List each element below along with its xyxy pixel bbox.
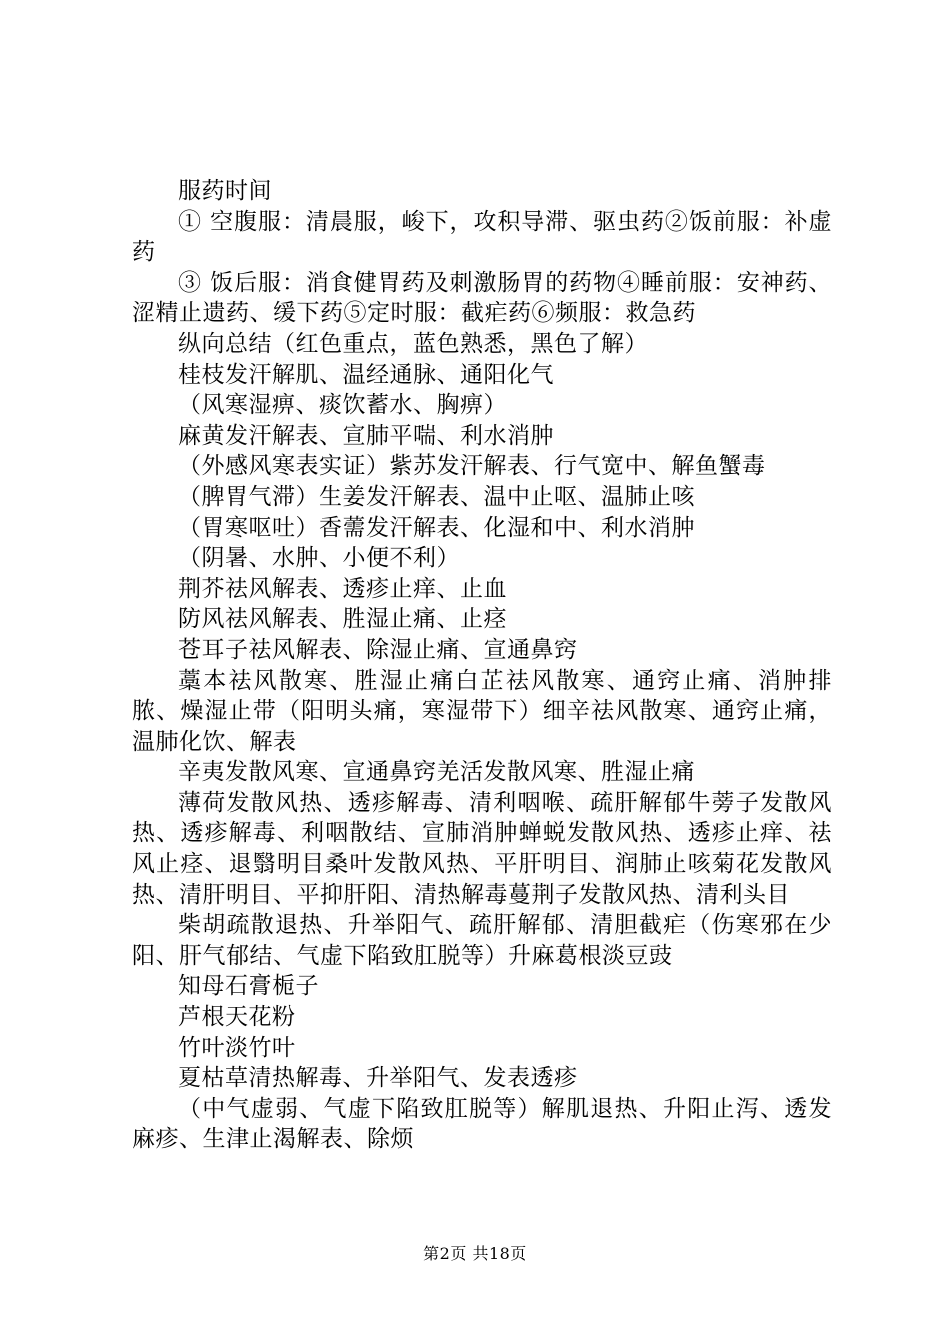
paragraph-guizhi: 桂枝发汗解肌、温经通脉、通阳化气	[178, 361, 554, 388]
paragraph-xiangru-note: （阴暑、水肿、小便不利）	[178, 545, 460, 572]
paragraph-zhuye: 竹叶淡竹叶	[178, 1034, 296, 1061]
paragraph-xiakucao: 夏枯草清热解毒、升举阳气、发表透疹	[178, 1065, 578, 1092]
paragraph-xiangru: （胃寒呕吐）香薷发汗解表、化湿和中、利水消肿	[178, 514, 695, 541]
paragraph-fangfeng: 防风祛风解表、胜湿止痛、止痉	[178, 606, 507, 633]
paragraph-zhimu: 知母石膏栀子	[178, 973, 319, 1000]
paragraph-medication-time-title: 服药时间	[178, 178, 272, 204]
paragraph-guizhi-note: （风寒湿痹、痰饮蓄水、胸痹）	[178, 392, 507, 419]
paragraph-jingjie: 荆芥祛风解表、透疹止痒、止血	[178, 575, 507, 602]
paragraph-summary-heading: 纵向总结（红色重点，蓝色熟悉，黑色了解）	[178, 330, 648, 357]
document-body	[132, 176, 832, 1155]
paragraph-shengjiang: （脾胃气滞）生姜发汗解表、温中止呕、温肺止咳	[178, 483, 695, 510]
page-footer: 第2页 共18页	[423, 1244, 527, 1263]
paragraph-gaoben: 藁本祛风散寒、胜湿止痛白芷祛风散寒、通窍止痛、消肿排脓、燥湿止带（阳明头痛，寒湿带下）细辛祛风散寒、通窍止痛，温肺化饮、解表	[132, 667, 832, 755]
paragraph-mahuang: 麻黄发汗解表、宣肺平喘、利水消肿	[178, 422, 554, 449]
paragraph-lugen: 芦根天花粉	[178, 1004, 296, 1031]
paragraph-zisu: （外感风寒表实证）紫苏发汗解表、行气宽中、解鱼蟹毒	[178, 453, 766, 480]
paragraph-after-meal: ③ 饭后服：消食健胃药及刺激肠胃的药物④睡前服：安神药、涩精止遗药、缓下药⑤定时服：截疟药⑥频服：救急药	[132, 269, 832, 327]
paragraph-bohe: 薄荷发散风热、透疹解毒、清利咽喉、疏肝解郁牛蒡子发散风热、透疹解毒、利咽散结、宣肺消肿蝉蜕发散风热、透疹止痒、祛风止痉、退翳明目桑叶发散风热、平肝明目、润肺止咳菊花发散风热、清肝明目、平抑肝阳、清热解毒蔓荆子发散风热、清利头目	[132, 789, 832, 908]
paragraph-chaihu: 柴胡疏散退热、升举阳气、疏肝解郁、清胆截疟（伤寒邪在少阳、肝气郁结、气虚下陷致肛脱等）升麻葛根淡豆豉	[132, 912, 832, 969]
paragraph-empty-stomach: ① 空腹服：清晨服，峻下，攻积导滞、驱虫药②饭前服：补虚药	[132, 208, 832, 266]
paragraph-zhongqi: （中气虚弱、气虚下陷致肛脱等）解肌退热、升阳止泻、透发麻疹、生津止渴解表、除烦	[132, 1095, 832, 1153]
paragraph-xinyi: 辛夷发散风寒、宣通鼻窍羌活发散风寒、胜湿止痛	[178, 759, 695, 786]
paragraph-cangerzi: 苍耳子祛风解表、除湿止痛、宣通鼻窍	[178, 636, 578, 663]
